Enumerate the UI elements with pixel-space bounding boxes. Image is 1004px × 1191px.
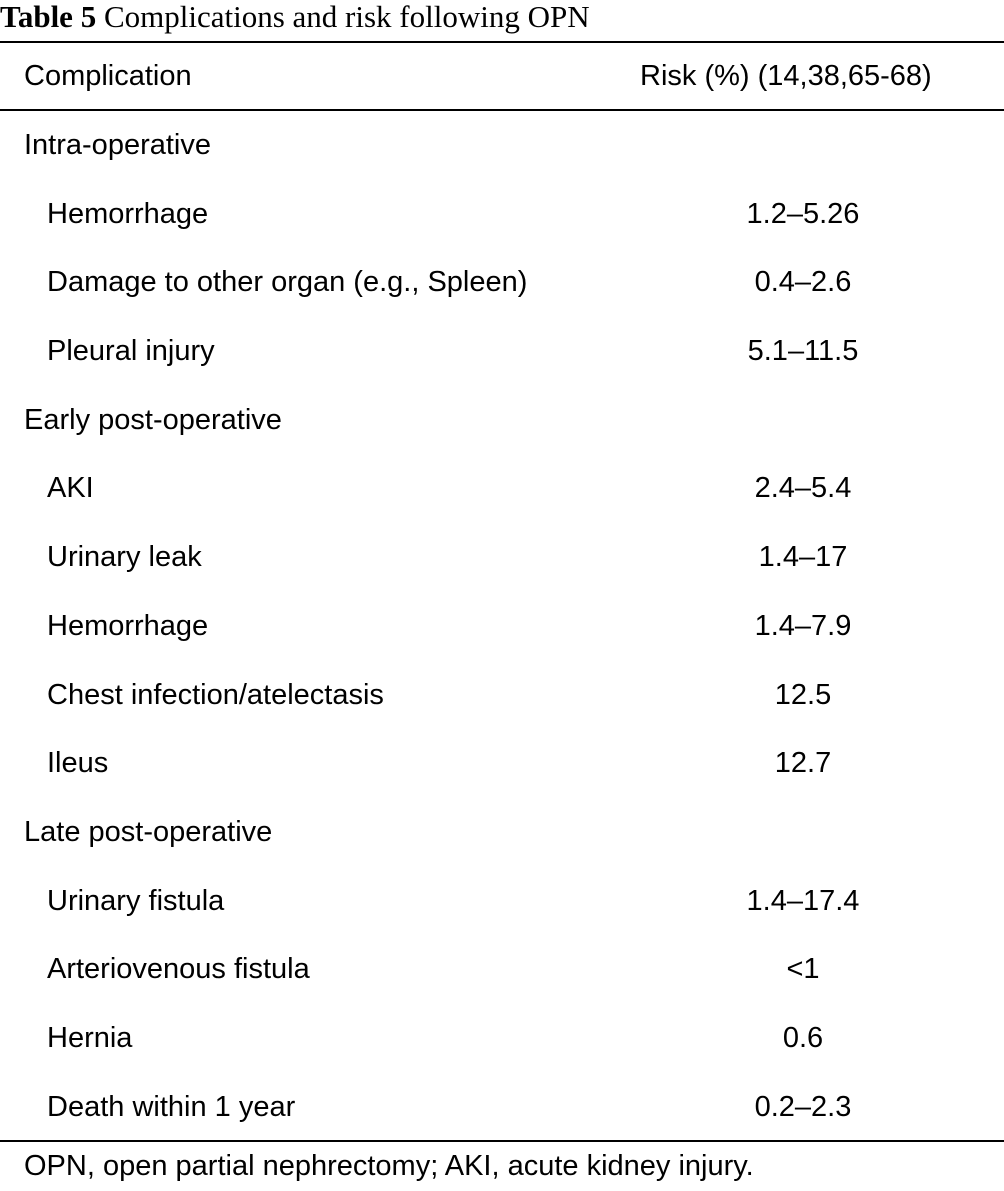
complication-name: Hernia: [47, 1021, 133, 1054]
table-row: [0, 317, 1004, 386]
risk-value: 1.4–17.4: [746, 884, 860, 917]
table-row: [0, 1004, 1004, 1073]
complication-name: Urinary leak: [47, 541, 202, 574]
complication-name: Chest infection/atelectasis: [47, 678, 384, 711]
table-row: [0, 454, 1004, 523]
complication-name: Arteriovenous fistula: [47, 953, 310, 986]
risk-value: 1.4–7.9: [754, 609, 852, 642]
complication-name: Death within 1 year: [47, 1090, 296, 1123]
group-label: Early post-operative: [24, 403, 282, 436]
group-label: Intra-operative: [24, 129, 211, 161]
table-title: Complications and risk following OPN: [103, 0, 590, 34]
complication-name: Damage to other organ (e.g., Spleen): [47, 266, 528, 299]
complication-name: Ileus: [47, 747, 109, 780]
risk-value: 12.5: [774, 678, 832, 711]
header-risk: Risk (%) (14,38,65-68): [640, 60, 932, 92]
risk-value: 1.4–17: [758, 541, 848, 574]
table-row: [0, 935, 1004, 1004]
risk-value: 5.1–11.5: [747, 335, 859, 368]
table-row: [0, 523, 1004, 592]
table-row: [0, 592, 1004, 661]
complication-name: Hemorrhage: [47, 197, 209, 230]
table-body: [0, 111, 1004, 1141]
risk-value: 0.2–2.3: [754, 1090, 852, 1123]
table-number: Table 5: [0, 0, 97, 34]
table-row: [0, 867, 1004, 936]
header-complication: Complication: [24, 60, 192, 92]
table-row: [0, 248, 1004, 317]
table-header-row: [0, 43, 1004, 109]
complication-name: Urinary fistula: [47, 884, 225, 917]
table-caption: [0, 0, 590, 38]
risk-value: 2.4–5.4: [754, 472, 852, 505]
table-row: [0, 729, 1004, 798]
table-group-row: [0, 798, 1004, 867]
table-footnote: OPN, open partial nephrectomy; AKI, acute kidney injury.: [24, 1150, 754, 1182]
table-row: [0, 661, 1004, 730]
risk-value: 1.2–5.26: [746, 197, 860, 230]
risk-value: 12.7: [774, 747, 832, 780]
table-row: [0, 180, 1004, 249]
risk-value: 0.4–2.6: [754, 266, 852, 299]
group-label: Late post-operative: [24, 815, 273, 848]
risk-value: <1: [786, 953, 820, 986]
complication-name: Hemorrhage: [47, 609, 209, 642]
table-group-row: [0, 111, 1004, 180]
table-row: [0, 1073, 1004, 1142]
risk-value: 0.6: [782, 1021, 824, 1054]
complication-name: AKI: [47, 472, 94, 505]
complication-name: Pleural injury: [47, 335, 215, 368]
table-group-row: [0, 386, 1004, 455]
